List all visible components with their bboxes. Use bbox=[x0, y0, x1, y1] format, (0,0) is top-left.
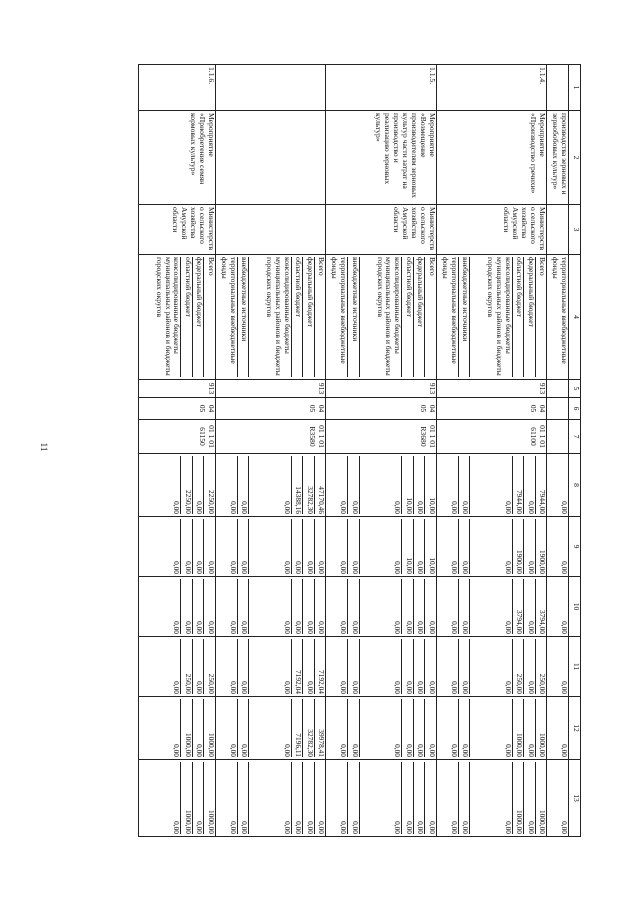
funding-source-label: внебюджетные источники bbox=[237, 257, 248, 377]
responsible-org: Министерство сельского хозяйства Амурской области bbox=[138, 205, 215, 255]
amount-value: 0,00 bbox=[347, 699, 358, 757]
amount-value: 0,00 bbox=[314, 519, 325, 574]
amount-value: 0,00 bbox=[172, 821, 182, 834]
amount-value: 1000,00 bbox=[180, 699, 191, 757]
amount-value: 250,00 bbox=[203, 639, 214, 694]
amount-col-10 bbox=[326, 577, 436, 637]
funding-source-label: Всего bbox=[203, 257, 214, 377]
amount-value: 3794,00 bbox=[535, 579, 546, 634]
amount-value: 0,00 bbox=[192, 456, 203, 514]
responsible-org: Министерство сельского хозяйства Амурской области bbox=[436, 205, 546, 255]
amount-value: 0,00 bbox=[449, 621, 459, 634]
funding-source-label: Всего bbox=[424, 257, 435, 377]
funding-sources bbox=[326, 255, 436, 380]
amount-value: 7192,04 bbox=[291, 639, 302, 694]
activity-name bbox=[215, 111, 325, 205]
budget-code-rzpr: 04 05 bbox=[138, 398, 215, 420]
amount-value: 1000,00 bbox=[203, 762, 214, 834]
amount-col-9 bbox=[138, 517, 215, 577]
col-header-6: 6 bbox=[569, 398, 581, 420]
amount-value: 0,00 bbox=[248, 762, 291, 834]
funding-source-label: федеральный бюджет bbox=[523, 257, 534, 377]
amount-value: 0,00 bbox=[347, 762, 358, 834]
budget-code-grbs bbox=[547, 380, 569, 398]
amount-value: 0,00 bbox=[180, 519, 191, 574]
amount-value: 7192,04 bbox=[314, 639, 325, 694]
amount-value: 0,00 bbox=[449, 561, 459, 574]
col-header-7: 7 bbox=[569, 420, 581, 454]
amount-value: 0,00 bbox=[401, 639, 412, 694]
budget-code-csr: 01 1 01 61150 bbox=[138, 420, 215, 454]
amount-col-8 bbox=[547, 454, 569, 517]
col-header-1: 1 bbox=[569, 65, 581, 111]
amount-value: 250,00 bbox=[535, 639, 546, 694]
amount-value: 0,00 bbox=[291, 519, 302, 574]
amount-value: 0,00 bbox=[359, 456, 402, 514]
amount-value: 0,00 bbox=[359, 762, 402, 834]
funding-source-label: областной бюджет bbox=[401, 257, 412, 377]
amount-value: 0,00 bbox=[413, 639, 424, 694]
funding-source-label: консолидированные бюджеты муниципальных районов и бюджеты городских округов bbox=[154, 257, 182, 376]
amount-value: 10,00 bbox=[401, 519, 412, 574]
amount-value: 0,00 bbox=[314, 579, 325, 634]
amount-col-10 bbox=[547, 577, 569, 637]
amount-value: 3794,00 bbox=[512, 579, 523, 634]
amount-value: 0,00 bbox=[237, 762, 248, 834]
amount-value: 0,00 bbox=[172, 621, 182, 634]
amount-value: 0,00 bbox=[469, 699, 512, 757]
amount-value: 0,00 bbox=[248, 519, 291, 574]
amount-value: 0,00 bbox=[523, 579, 534, 634]
amount-value: 0,00 bbox=[339, 621, 349, 634]
responsible-org bbox=[547, 205, 569, 255]
amount-value: 10,00 bbox=[424, 519, 435, 574]
amount-col-13 bbox=[436, 760, 546, 837]
amount-value: 0,00 bbox=[458, 639, 469, 694]
funding-source-label: областной бюджет bbox=[291, 257, 302, 377]
program-funding-table bbox=[138, 64, 581, 837]
amount-value: 10,00 bbox=[424, 456, 435, 514]
amount-value: 0,00 bbox=[339, 681, 349, 694]
amount-value: 1000,00 bbox=[535, 699, 546, 757]
amount-col-9 bbox=[215, 517, 325, 577]
amount-value: 1000,00 bbox=[180, 762, 191, 834]
budget-code-rzpr: 04 05 bbox=[326, 398, 436, 420]
amount-value: 0,00 bbox=[424, 762, 435, 834]
table-row bbox=[547, 65, 569, 837]
budget-code-rzpr: 04 05 bbox=[436, 398, 546, 420]
amount-value: 0,00 bbox=[413, 456, 424, 514]
amount-col-11 bbox=[326, 637, 436, 697]
budget-code-grbs: 913 bbox=[215, 380, 325, 398]
amount-value: 0,00 bbox=[347, 456, 358, 514]
amount-value: 0,00 bbox=[413, 579, 424, 634]
col-header-5: 5 bbox=[569, 380, 581, 398]
amount-col-8 bbox=[138, 454, 215, 517]
budget-code-rzpr bbox=[547, 398, 569, 420]
funding-source-label: консолидированные бюджеты муниципальных районов и бюджеты городских округов bbox=[469, 257, 512, 377]
amount-value: 14388,16 bbox=[291, 456, 302, 514]
amount-value: 0,00 bbox=[339, 561, 349, 574]
amount-value: 32782,30 bbox=[302, 699, 313, 757]
amount-value: 0,00 bbox=[237, 456, 248, 514]
responsible-org bbox=[215, 205, 325, 255]
funding-source-label: внебюджетные источники bbox=[458, 257, 469, 377]
amount-value: 0,00 bbox=[560, 621, 569, 634]
amount-value: 0,00 bbox=[237, 639, 248, 694]
amount-col-12 bbox=[326, 697, 436, 760]
amount-value: 0,00 bbox=[359, 699, 402, 757]
amount-value: 10,00 bbox=[401, 456, 412, 514]
amount-value: 0,00 bbox=[359, 519, 402, 574]
col-header-12: 12 bbox=[569, 697, 581, 760]
amount-value: 0,00 bbox=[560, 744, 569, 757]
budget-code-rzpr: 04 05 bbox=[215, 398, 325, 420]
header-row bbox=[569, 65, 581, 837]
amount-value: 1000,00 bbox=[535, 762, 546, 834]
funding-sources bbox=[547, 255, 569, 380]
amount-value: 0,00 bbox=[469, 639, 512, 694]
amount-value: 0,00 bbox=[560, 501, 569, 514]
table-row bbox=[215, 65, 325, 837]
amount-value: 0,00 bbox=[347, 579, 358, 634]
amount-value: 0,00 bbox=[291, 579, 302, 634]
amount-value: 0,00 bbox=[192, 519, 203, 574]
amount-value: 0,00 bbox=[339, 744, 349, 757]
amount-value: 0,00 bbox=[424, 699, 435, 757]
funding-source-label: внебюджетные источники bbox=[347, 257, 358, 377]
col-header-2: 2 bbox=[569, 111, 581, 205]
funding-source-label: федеральный бюджет bbox=[413, 257, 424, 377]
amount-col-10 bbox=[436, 577, 546, 637]
col-header-4: 4 bbox=[569, 255, 581, 380]
activity-name: Мероприятие «Приобретение семян кормовых культур» bbox=[138, 111, 215, 205]
amount-col-13 bbox=[138, 760, 215, 837]
funding-source-label: территориальные внебюджетные фонды bbox=[551, 257, 569, 364]
amount-value: 0,00 bbox=[291, 762, 302, 834]
table-row bbox=[138, 65, 215, 837]
amount-value: 0,00 bbox=[359, 639, 402, 694]
amount-value: 7944,00 bbox=[535, 456, 546, 514]
amount-value: 0,00 bbox=[248, 579, 291, 634]
amount-value: 0,00 bbox=[401, 762, 412, 834]
col-header-10: 10 bbox=[569, 577, 581, 637]
amount-col-13 bbox=[215, 760, 325, 837]
amount-col-9 bbox=[436, 517, 546, 577]
amount-value: 0,00 bbox=[424, 579, 435, 634]
budget-code-csr: 01 1 01 R3680 bbox=[326, 420, 436, 454]
funding-source-label: областной бюджет bbox=[180, 257, 191, 377]
amount-value: 0,00 bbox=[172, 744, 182, 757]
amount-value: 0,00 bbox=[359, 579, 402, 634]
amount-value: 0,00 bbox=[347, 519, 358, 574]
budget-code-csr: 01 1 01 R3580 bbox=[215, 420, 325, 454]
amount-col-12 bbox=[547, 697, 569, 760]
amount-value: 0,00 bbox=[523, 639, 534, 694]
amount-value: 1900,00 bbox=[512, 519, 523, 574]
col-header-11: 11 bbox=[569, 637, 581, 697]
amount-value: 0,00 bbox=[192, 639, 203, 694]
amount-value: 39978,41 bbox=[314, 699, 325, 757]
amount-value: 0,00 bbox=[424, 639, 435, 694]
amount-col-13 bbox=[547, 760, 569, 837]
funding-source-label: областной бюджет bbox=[512, 257, 523, 377]
activity-name: производства зерновых и зернобобовых культур» bbox=[547, 111, 569, 205]
budget-code-csr: 01 1 01 61100 bbox=[436, 420, 546, 454]
amount-col-11 bbox=[547, 637, 569, 697]
amount-value: 1000,00 bbox=[203, 699, 214, 757]
amount-value: 0,00 bbox=[469, 579, 512, 634]
amount-value: 0,00 bbox=[413, 699, 424, 757]
amount-value: 0,00 bbox=[449, 744, 459, 757]
amount-value: 0,00 bbox=[302, 762, 313, 834]
amount-value: 0,00 bbox=[469, 762, 512, 834]
amount-col-8 bbox=[215, 454, 325, 517]
amount-value: 0,00 bbox=[248, 699, 291, 757]
row-number: 1.1.6. bbox=[138, 65, 215, 111]
amount-col-12 bbox=[138, 697, 215, 760]
funding-source-label: территориальные внебюджетные фонды bbox=[219, 257, 238, 364]
amount-value: 0,00 bbox=[180, 579, 191, 634]
amount-value: 32782,30 bbox=[302, 456, 313, 514]
funding-source-label: Всего bbox=[314, 257, 325, 377]
table-row bbox=[326, 65, 436, 837]
budget-code-csr bbox=[547, 420, 569, 454]
amount-col-12 bbox=[215, 697, 325, 760]
budget-code-grbs: 913 bbox=[138, 380, 215, 398]
amount-value: 0,00 bbox=[458, 699, 469, 757]
responsible-org: Министерство сельского хозяйства Амурской области bbox=[326, 205, 436, 255]
amount-value: 0,00 bbox=[228, 501, 238, 514]
budget-code-grbs: 913 bbox=[436, 380, 546, 398]
amount-value: 0,00 bbox=[237, 699, 248, 757]
row-number bbox=[547, 65, 569, 111]
funding-source-label: федеральный бюджет bbox=[302, 257, 313, 377]
amount-value: 0,00 bbox=[458, 579, 469, 634]
amount-value: 0,00 bbox=[302, 519, 313, 574]
amount-value: 0,00 bbox=[413, 762, 424, 834]
amount-col-13 bbox=[326, 760, 436, 837]
amount-col-11 bbox=[436, 637, 546, 697]
amount-value: 0,00 bbox=[237, 579, 248, 634]
amount-value: 0,00 bbox=[560, 681, 569, 694]
amount-value: 0,00 bbox=[339, 501, 349, 514]
amount-value: 0,00 bbox=[523, 456, 534, 514]
amount-value: 0,00 bbox=[302, 639, 313, 694]
funding-source-label: Всего bbox=[535, 257, 546, 377]
amount-value: 1900,00 bbox=[535, 519, 546, 574]
activity-name: Мероприятие «Возмещение производителям зерновых культур части затрат на производство и реализацию зерновых культур» bbox=[326, 111, 436, 205]
amount-value: 0,00 bbox=[172, 561, 182, 574]
amount-value: 0,00 bbox=[449, 681, 459, 694]
amount-col-9 bbox=[547, 517, 569, 577]
amount-value: 47170,46 bbox=[314, 456, 325, 514]
amount-value: 0,00 bbox=[449, 821, 459, 834]
amount-value: 0,00 bbox=[192, 579, 203, 634]
rotated-page bbox=[111, 64, 581, 836]
funding-source-label: территориальные внебюджетные фонды bbox=[330, 257, 349, 364]
amount-value: 0,00 bbox=[523, 699, 534, 757]
amount-value: 0,00 bbox=[413, 519, 424, 574]
amount-value: 0,00 bbox=[237, 519, 248, 574]
amount-value: 0,00 bbox=[523, 762, 534, 834]
row-number: 1.1.4. bbox=[436, 65, 546, 111]
amount-value: 0,00 bbox=[172, 681, 182, 694]
table-row bbox=[436, 65, 546, 837]
amount-value: 0,00 bbox=[347, 639, 358, 694]
col-header-13: 13 bbox=[569, 760, 581, 837]
amount-value: 0,00 bbox=[458, 456, 469, 514]
amount-value: 0,00 bbox=[523, 519, 534, 574]
amount-value: 0,00 bbox=[449, 501, 459, 514]
row-number bbox=[215, 65, 325, 111]
amount-value: 0,00 bbox=[228, 621, 238, 634]
amount-value: 0,00 bbox=[458, 519, 469, 574]
amount-value: 7944,00 bbox=[512, 456, 523, 514]
amount-value: 0,00 bbox=[314, 762, 325, 834]
amount-value: 1000,00 bbox=[512, 762, 523, 834]
amount-value: 0,00 bbox=[401, 579, 412, 634]
funding-source-label: консолидированные бюджеты муниципальных районов и бюджеты городских округов bbox=[248, 257, 291, 377]
amount-col-10 bbox=[215, 577, 325, 637]
amount-value: 0,00 bbox=[228, 744, 238, 757]
amount-value: 0,00 bbox=[228, 681, 238, 694]
amount-col-11 bbox=[138, 637, 215, 697]
amount-value: 0,00 bbox=[469, 456, 512, 514]
col-header-9: 9 bbox=[569, 517, 581, 577]
funding-sources bbox=[436, 255, 546, 380]
amount-value: 0,00 bbox=[228, 821, 238, 834]
amount-value: 2250,00 bbox=[180, 456, 191, 514]
amount-value: 0,00 bbox=[339, 821, 349, 834]
amount-value: 0,00 bbox=[203, 519, 214, 574]
amount-value: 0,00 bbox=[192, 762, 203, 834]
col-header-8: 8 bbox=[569, 454, 581, 517]
amount-value: 0,00 bbox=[401, 699, 412, 757]
amount-value: 2250,00 bbox=[203, 456, 214, 514]
page-number: 11 bbox=[39, 442, 49, 452]
amount-col-9 bbox=[326, 517, 436, 577]
amount-value: 0,00 bbox=[469, 519, 512, 574]
funding-sources bbox=[215, 255, 325, 380]
budget-code-grbs: 913 bbox=[326, 380, 436, 398]
amount-value: 0,00 bbox=[248, 456, 291, 514]
amount-col-10 bbox=[138, 577, 215, 637]
amount-value: 250,00 bbox=[180, 639, 191, 694]
amount-value: 0,00 bbox=[302, 579, 313, 634]
amount-value: 0,00 bbox=[458, 762, 469, 834]
amount-col-8 bbox=[436, 454, 546, 517]
amount-value: 0,00 bbox=[203, 579, 214, 634]
funding-sources bbox=[138, 255, 215, 380]
amount-value: 7196,11 bbox=[291, 699, 302, 757]
amount-value: 250,00 bbox=[512, 639, 523, 694]
activity-name: Мероприятие «Производство гречихи» bbox=[436, 111, 546, 205]
amount-value: 0,00 bbox=[172, 501, 182, 514]
funding-source-label: федеральный бюджет bbox=[192, 257, 203, 377]
amount-value: 0,00 bbox=[228, 561, 238, 574]
amount-value: 0,00 bbox=[248, 639, 291, 694]
row-number: 1.1.5. bbox=[326, 65, 436, 111]
amount-value: 0,00 bbox=[192, 699, 203, 757]
funding-source-label: территориальные внебюджетные фонды bbox=[440, 257, 459, 364]
amount-value: 0,00 bbox=[560, 821, 569, 834]
amount-col-11 bbox=[215, 637, 325, 697]
amount-value: 1000,00 bbox=[512, 699, 523, 757]
amount-value: 0,00 bbox=[560, 561, 569, 574]
amount-col-12 bbox=[436, 697, 546, 760]
amount-col-8 bbox=[326, 454, 436, 517]
funding-source-label: консолидированные бюджеты муниципальных районов и бюджеты городских округов bbox=[359, 257, 402, 377]
col-header-3: 3 bbox=[569, 205, 581, 255]
